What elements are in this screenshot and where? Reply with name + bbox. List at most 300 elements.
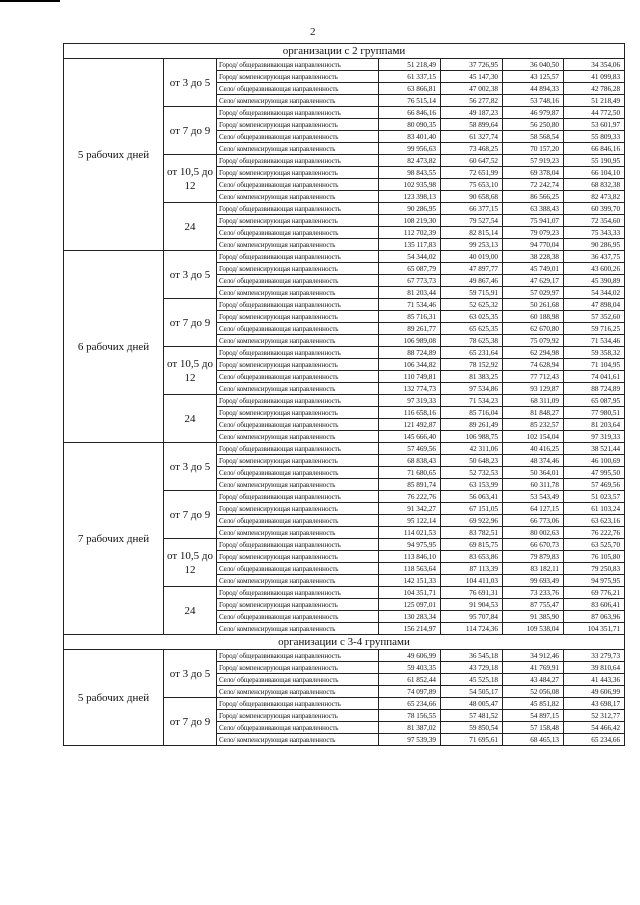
value-cell: 68 838,43 (379, 455, 441, 467)
table-row (64, 650, 625, 662)
value-cell: 83 182,11 (503, 563, 564, 575)
value-cell: 66 670,73 (503, 539, 564, 551)
value-cell: 97 319,33 (379, 395, 441, 407)
row-label: Село/ общеразвивающая направленность (217, 131, 379, 143)
value-cell: 52 312,77 (564, 710, 625, 722)
value-cell: 68 465,13 (503, 734, 564, 746)
value-cell: 43 484,27 (503, 674, 564, 686)
value-cell: 59 715,91 (441, 287, 503, 299)
value-cell: 51 218,49 (379, 59, 441, 71)
value-cell: 46 979,87 (503, 107, 564, 119)
value-cell: 43 698,17 (564, 698, 625, 710)
value-cell: 94 770,04 (503, 239, 564, 251)
value-cell: 45 147,30 (441, 71, 503, 83)
value-cell: 81 848,27 (503, 407, 564, 419)
age-cell: от 7 до 9 (164, 698, 217, 746)
value-cell: 89 261,49 (441, 419, 503, 431)
value-cell: 36 545,18 (441, 650, 503, 662)
value-cell: 91 342,27 (379, 503, 441, 515)
value-cell: 80 090,35 (379, 119, 441, 131)
value-cell: 69 776,21 (564, 587, 625, 599)
value-cell: 74 628,94 (503, 359, 564, 371)
value-cell: 60 188,98 (503, 311, 564, 323)
row-label: Село/ общеразвивающая направленность (217, 83, 379, 95)
value-cell: 45 851,82 (503, 698, 564, 710)
value-cell: 112 702,39 (379, 227, 441, 239)
value-cell: 125 097,01 (379, 599, 441, 611)
value-cell: 54 344,02 (379, 251, 441, 263)
value-cell: 106 989,08 (379, 335, 441, 347)
row-label: Город/ общеразвивающая направленность (217, 491, 379, 503)
value-cell: 59 403,35 (379, 662, 441, 674)
age-cell: от 3 до 5 (164, 59, 217, 107)
value-cell: 73 468,25 (441, 143, 503, 155)
value-cell: 80 002,63 (503, 527, 564, 539)
value-cell: 95 707,84 (441, 611, 503, 623)
value-cell: 106 344,82 (379, 359, 441, 371)
value-cell: 71 534,46 (564, 335, 625, 347)
value-cell: 53 748,16 (503, 95, 564, 107)
age-cell: от 7 до 9 (164, 299, 217, 347)
value-cell: 51 218,49 (564, 95, 625, 107)
value-cell: 110 749,81 (379, 371, 441, 383)
value-cell: 85 716,31 (379, 311, 441, 323)
row-label: Село/ общеразвивающая направленность (217, 722, 379, 734)
value-cell: 87 113,39 (441, 563, 503, 575)
value-cell: 50 364,01 (503, 467, 564, 479)
row-label: Город/ компенсирующая направленность (217, 662, 379, 674)
value-cell: 54 466,42 (564, 722, 625, 734)
page-number: 2 (310, 26, 316, 38)
row-label: Село/ общеразвивающая направленность (217, 515, 379, 527)
value-cell: 63 525,70 (564, 539, 625, 551)
value-cell: 102 154,04 (503, 431, 564, 443)
value-cell: 75 343,33 (564, 227, 625, 239)
value-cell: 59 850,54 (441, 722, 503, 734)
row-label: Город/ компенсирующая направленность (217, 167, 379, 179)
value-cell: 75 079,92 (503, 335, 564, 347)
value-cell: 114 021,53 (379, 527, 441, 539)
value-cell: 76 691,31 (441, 587, 503, 599)
value-cell: 49 606,99 (379, 650, 441, 662)
value-cell: 42 786,28 (564, 83, 625, 95)
value-cell: 41 099,83 (564, 71, 625, 83)
row-label: Город/ компенсирующая направленность (217, 215, 379, 227)
value-cell: 109 538,04 (503, 623, 564, 635)
value-cell: 68 832,38 (564, 179, 625, 191)
value-cell: 38 228,38 (503, 251, 564, 263)
value-cell: 56 277,82 (441, 95, 503, 107)
value-cell: 97 539,39 (379, 734, 441, 746)
value-cell: 54 505,17 (441, 686, 503, 698)
value-cell: 83 606,41 (564, 599, 625, 611)
value-cell: 73 233,76 (503, 587, 564, 599)
row-label: Село/ общеразвивающая направленность (217, 371, 379, 383)
value-cell: 145 666,40 (379, 431, 441, 443)
value-cell: 62 670,80 (503, 323, 564, 335)
value-cell: 65 234,66 (379, 698, 441, 710)
row-label: Город/ компенсирующая направленность (217, 710, 379, 722)
age-cell: 24 (164, 395, 217, 443)
age-cell: от 3 до 5 (164, 251, 217, 299)
age-cell: 24 (164, 587, 217, 635)
row-label: Город/ компенсирующая направленность (217, 599, 379, 611)
row-label: Город/ общеразвивающая направленность (217, 395, 379, 407)
value-cell: 36 040,50 (503, 59, 564, 71)
value-cell: 86 566,25 (503, 191, 564, 203)
section-header-row (64, 635, 625, 650)
row-label: Село/ компенсирующая направленность (217, 686, 379, 698)
row-label: Село/ компенсирующая направленность (217, 431, 379, 443)
value-cell: 47 898,04 (564, 299, 625, 311)
value-cell: 78 156,55 (379, 710, 441, 722)
value-cell: 45 390,89 (564, 275, 625, 287)
table-row (64, 251, 625, 263)
value-cell: 81 203,44 (379, 287, 441, 299)
value-cell: 90 286,95 (379, 203, 441, 215)
value-cell: 89 261,77 (379, 323, 441, 335)
value-cell: 83 653,86 (441, 551, 503, 563)
section-title: организации с 3-4 группами (64, 635, 625, 650)
row-label: Город/ компенсирующая направленность (217, 551, 379, 563)
value-cell: 57 469,56 (379, 443, 441, 455)
row-label: Село/ общеразвивающая направленность (217, 611, 379, 623)
value-cell: 71 695,61 (441, 734, 503, 746)
row-label: Город/ компенсирующая направленность (217, 359, 379, 371)
days-cell: 5 рабочих дней (64, 650, 164, 746)
row-label: Город/ общеразвивающая направленность (217, 443, 379, 455)
value-cell: 66 846,16 (564, 143, 625, 155)
value-cell: 69 815,75 (441, 539, 503, 551)
value-cell: 63 388,43 (503, 203, 564, 215)
row-label: Город/ общеразвивающая направленность (217, 587, 379, 599)
value-cell: 81 383,25 (441, 371, 503, 383)
value-cell: 40 416,25 (503, 443, 564, 455)
row-label: Село/ компенсирующая направленность (217, 95, 379, 107)
value-cell: 60 399,70 (564, 203, 625, 215)
value-cell: 90 286,95 (564, 239, 625, 251)
value-cell: 156 214,97 (379, 623, 441, 635)
value-cell: 34 354,06 (564, 59, 625, 71)
value-cell: 106 988,75 (441, 431, 503, 443)
value-cell: 47 897,77 (441, 263, 503, 275)
value-cell: 77 980,51 (564, 407, 625, 419)
value-cell: 88 724,89 (564, 383, 625, 395)
value-cell: 66 773,06 (503, 515, 564, 527)
value-cell: 55 190,95 (564, 155, 625, 167)
row-label: Город/ общеразвивающая направленность (217, 59, 379, 71)
top-rule (0, 0, 60, 2)
value-cell: 56 063,41 (441, 491, 503, 503)
value-cell: 108 219,30 (379, 215, 441, 227)
value-cell: 38 521,44 (564, 443, 625, 455)
value-cell: 94 975,95 (564, 575, 625, 587)
value-cell: 102 935,98 (379, 179, 441, 191)
value-cell: 76 105,80 (564, 551, 625, 563)
value-cell: 72 354,60 (564, 215, 625, 227)
value-cell: 85 232,57 (503, 419, 564, 431)
row-label: Село/ компенсирующая направленность (217, 335, 379, 347)
value-cell: 37 726,95 (441, 59, 503, 71)
value-cell: 70 157,20 (503, 143, 564, 155)
row-label: Город/ общеразвивающая направленность (217, 155, 379, 167)
row-label: Город/ общеразвивающая направленность (217, 251, 379, 263)
row-label: Село/ компенсирующая направленность (217, 479, 379, 491)
value-cell: 95 122,14 (379, 515, 441, 527)
value-cell: 52 732,53 (441, 467, 503, 479)
value-cell: 54 344,02 (564, 287, 625, 299)
value-cell: 65 087,79 (379, 263, 441, 275)
days-cell: 5 рабочих дней (64, 59, 164, 251)
value-cell: 76 222,76 (564, 527, 625, 539)
value-cell: 43 600,26 (564, 263, 625, 275)
value-cell: 79 250,83 (564, 563, 625, 575)
row-label: Село/ общеразвивающая направленность (217, 227, 379, 239)
value-cell: 49 606,99 (564, 686, 625, 698)
row-label: Село/ общеразвивающая направленность (217, 563, 379, 575)
value-cell: 47 002,38 (441, 83, 503, 95)
value-cell: 52 625,32 (441, 299, 503, 311)
value-cell: 94 975,95 (379, 539, 441, 551)
value-cell: 47 995,50 (564, 467, 625, 479)
value-cell: 57 158,48 (503, 722, 564, 734)
value-cell: 87 063,96 (564, 611, 625, 623)
table-row (64, 443, 625, 455)
value-cell: 114 724,36 (441, 623, 503, 635)
row-label: Село/ общеразвивающая направленность (217, 323, 379, 335)
value-cell: 71 104,95 (564, 359, 625, 371)
value-cell: 52 056,08 (503, 686, 564, 698)
value-cell: 58 568,54 (503, 131, 564, 143)
value-cell: 104 351,71 (564, 623, 625, 635)
value-cell: 67 151,05 (441, 503, 503, 515)
value-cell: 77 712,43 (503, 371, 564, 383)
value-cell: 57 469,56 (564, 479, 625, 491)
value-cell: 59 358,32 (564, 347, 625, 359)
row-label: Село/ общеразвивающая направленность (217, 275, 379, 287)
row-label: Город/ общеразвивающая направленность (217, 347, 379, 359)
days-cell: 7 рабочих дней (64, 443, 164, 635)
value-cell: 82 473,82 (564, 191, 625, 203)
row-label: Село/ общеразвивающая направленность (217, 419, 379, 431)
value-cell: 54 897,15 (503, 710, 564, 722)
value-cell: 44 894,33 (503, 83, 564, 95)
value-cell: 34 912,46 (503, 650, 564, 662)
age-cell: 24 (164, 203, 217, 251)
value-cell: 43 729,18 (441, 662, 503, 674)
value-cell: 82 473,82 (379, 155, 441, 167)
value-cell: 66 104,10 (564, 167, 625, 179)
value-cell: 45 749,01 (503, 263, 564, 275)
value-cell: 78 152,92 (441, 359, 503, 371)
row-label: Город/ компенсирующая направленность (217, 71, 379, 83)
section-title: организации с 2 группами (64, 44, 625, 59)
section-header-row (64, 44, 625, 59)
row-label: Село/ общеразвивающая направленность (217, 674, 379, 686)
value-cell: 81 203,64 (564, 419, 625, 431)
days-cell: 6 рабочих дней (64, 251, 164, 443)
age-cell: от 7 до 9 (164, 491, 217, 539)
value-cell: 49 187,23 (441, 107, 503, 119)
row-label: Город/ компенсирующая направленность (217, 455, 379, 467)
value-cell: 113 846,10 (379, 551, 441, 563)
row-label: Село/ компенсирующая направленность (217, 287, 379, 299)
value-cell: 68 311,09 (503, 395, 564, 407)
value-cell: 45 525,18 (441, 674, 503, 686)
value-cell: 121 492,87 (379, 419, 441, 431)
row-label: Село/ компенсирующая направленность (217, 143, 379, 155)
value-cell: 61 327,74 (441, 131, 503, 143)
row-label: Село/ компенсирующая направленность (217, 191, 379, 203)
age-cell: от 10,5 до 12 (164, 539, 217, 587)
value-cell: 41 443,36 (564, 674, 625, 686)
value-cell: 60 311,78 (503, 479, 564, 491)
value-cell: 78 625,38 (441, 335, 503, 347)
value-cell: 40 019,00 (441, 251, 503, 263)
value-cell: 116 658,16 (379, 407, 441, 419)
value-cell: 104 411,03 (441, 575, 503, 587)
value-cell: 61 103,24 (564, 503, 625, 515)
value-cell: 93 129,87 (503, 383, 564, 395)
value-cell: 63 025,35 (441, 311, 503, 323)
value-cell: 49 867,46 (441, 275, 503, 287)
value-cell: 85 891,74 (379, 479, 441, 491)
value-cell: 76 515,14 (379, 95, 441, 107)
value-cell: 69 922,96 (441, 515, 503, 527)
value-cell: 56 250,80 (503, 119, 564, 131)
value-cell: 48 374,46 (503, 455, 564, 467)
value-cell: 83 401,40 (379, 131, 441, 143)
age-cell: от 3 до 5 (164, 650, 217, 698)
value-cell: 39 810,64 (564, 662, 625, 674)
value-cell: 142 151,33 (379, 575, 441, 587)
row-label: Город/ компенсирующая направленность (217, 263, 379, 275)
value-cell: 51 023,57 (564, 491, 625, 503)
row-label: Город/ общеразвивающая направленность (217, 539, 379, 551)
value-cell: 42 311,06 (441, 443, 503, 455)
value-cell: 99 956,63 (379, 143, 441, 155)
value-cell: 132 774,73 (379, 383, 441, 395)
value-cell: 90 658,68 (441, 191, 503, 203)
value-cell: 91 385,90 (503, 611, 564, 623)
row-label: Село/ компенсирующая направленность (217, 383, 379, 395)
row-label: Село/ общеразвивающая направленность (217, 179, 379, 191)
row-label: Село/ компенсирующая направленность (217, 575, 379, 587)
value-cell: 53 601,97 (564, 119, 625, 131)
value-cell: 64 127,15 (503, 503, 564, 515)
row-label: Село/ компенсирующая направленность (217, 527, 379, 539)
value-cell: 33 279,73 (564, 650, 625, 662)
value-cell: 60 647,52 (441, 155, 503, 167)
age-cell: от 10,5 до 12 (164, 347, 217, 395)
row-label: Город/ компенсирующая направленность (217, 119, 379, 131)
value-cell: 63 866,81 (379, 83, 441, 95)
value-cell: 135 117,83 (379, 239, 441, 251)
value-cell: 36 437,75 (564, 251, 625, 263)
tariff-table (63, 43, 625, 746)
value-cell: 63 153,99 (441, 479, 503, 491)
value-cell: 87 755,47 (503, 599, 564, 611)
value-cell: 50 648,23 (441, 455, 503, 467)
value-cell: 65 231,64 (441, 347, 503, 359)
value-cell: 50 261,68 (503, 299, 564, 311)
age-cell: от 3 до 5 (164, 443, 217, 491)
row-label: Город/ общеразвивающая направленность (217, 203, 379, 215)
value-cell: 55 809,33 (564, 131, 625, 143)
value-cell: 57 481,52 (441, 710, 503, 722)
value-cell: 57 352,60 (564, 311, 625, 323)
row-label: Город/ компенсирующая направленность (217, 503, 379, 515)
value-cell: 58 899,64 (441, 119, 503, 131)
value-cell: 62 294,98 (503, 347, 564, 359)
value-cell: 69 378,04 (503, 167, 564, 179)
value-cell: 57 919,23 (503, 155, 564, 167)
value-cell: 98 843,55 (379, 167, 441, 179)
value-cell: 99 693,49 (503, 575, 564, 587)
row-label: Село/ компенсирующая направленность (217, 734, 379, 746)
age-cell: от 10,5 до 12 (164, 155, 217, 203)
value-cell: 71 680,65 (379, 467, 441, 479)
value-cell: 48 005,47 (441, 698, 503, 710)
value-cell: 66 846,16 (379, 107, 441, 119)
value-cell: 82 815,14 (441, 227, 503, 239)
value-cell: 85 716,04 (441, 407, 503, 419)
value-cell: 61 852,44 (379, 674, 441, 686)
value-cell: 79 527,54 (441, 215, 503, 227)
row-label: Город/ общеразвивающая направленность (217, 299, 379, 311)
value-cell: 65 234,66 (564, 734, 625, 746)
value-cell: 65 087,95 (564, 395, 625, 407)
value-cell: 46 100,69 (564, 455, 625, 467)
value-cell: 74 041,61 (564, 371, 625, 383)
value-cell: 63 623,16 (564, 515, 625, 527)
value-cell: 47 629,17 (503, 275, 564, 287)
value-cell: 97 534,86 (441, 383, 503, 395)
value-cell: 43 125,57 (503, 71, 564, 83)
value-cell: 83 782,51 (441, 527, 503, 539)
row-label: Город/ компенсирующая направленность (217, 407, 379, 419)
value-cell: 123 398,13 (379, 191, 441, 203)
value-cell: 88 724,89 (379, 347, 441, 359)
value-cell: 53 543,49 (503, 491, 564, 503)
row-label: Село/ общеразвивающая направленность (217, 467, 379, 479)
row-label: Город/ общеразвивающая направленность (217, 650, 379, 662)
value-cell: 61 337,15 (379, 71, 441, 83)
value-cell: 75 941,07 (503, 215, 564, 227)
value-cell: 76 222,76 (379, 491, 441, 503)
value-cell: 130 283,34 (379, 611, 441, 623)
value-cell: 75 653,10 (441, 179, 503, 191)
value-cell: 79 079,23 (503, 227, 564, 239)
row-label: Город/ общеразвивающая направленность (217, 107, 379, 119)
value-cell: 67 773,73 (379, 275, 441, 287)
age-cell: от 7 до 9 (164, 107, 217, 155)
row-label: Село/ компенсирующая направленность (217, 239, 379, 251)
value-cell: 72 242,74 (503, 179, 564, 191)
value-cell: 71 534,46 (379, 299, 441, 311)
value-cell: 44 772,50 (564, 107, 625, 119)
table-row (64, 59, 625, 71)
value-cell: 91 904,53 (441, 599, 503, 611)
value-cell: 104 351,71 (379, 587, 441, 599)
value-cell: 66 377,15 (441, 203, 503, 215)
value-cell: 79 879,83 (503, 551, 564, 563)
value-cell: 81 387,02 (379, 722, 441, 734)
value-cell: 71 534,23 (441, 395, 503, 407)
value-cell: 57 029,97 (503, 287, 564, 299)
row-label: Город/ компенсирующая направленность (217, 311, 379, 323)
value-cell: 59 716,25 (564, 323, 625, 335)
